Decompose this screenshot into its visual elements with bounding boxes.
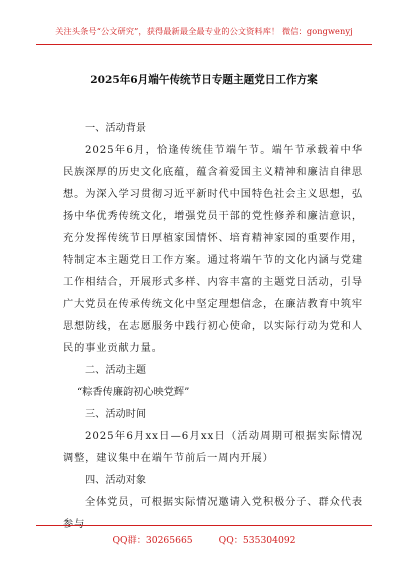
section-heading-time: 三、活动时间	[85, 409, 147, 420]
section-heading-background: 一、活动背景	[85, 123, 147, 134]
activity-theme: “粽香传廉韵初心映党辉”	[77, 387, 190, 398]
footer-contact	[0, 532, 408, 546]
background-paragraph: 2025年6月，恰逢传统佳节端午节。端午节承载着中华民族深厚的历史文化底蕴，蕴含着爱国主义精神和廉洁自律思想。为深入学习贯彻习近平新时代中国特色社会主义思想，弘扬中华优秀传统文化，增强党员干部的党性修养和廉洁意识，充分发挥传统节日厚植家国情怀、培育精神家园的重要作用，特制定本主题党日工作方案。通过将端午节的文化内涵与党建工作相结合，开展形式多样、内容丰富的主题党日活动，引导广大党员在传承传统文化中坚定理想信念，在廉洁教育中筑牢思想防线，在志愿服务中践行初心使命，以实际行动为党和人民的事业贡献力量。	[63, 145, 363, 354]
document-body	[63, 118, 363, 536]
header-divider	[36, 44, 372, 45]
qq-group-number: QQ群：30265665	[112, 535, 193, 546]
document-title: 2025年6月端午传统节日专题主题党日工作方案	[90, 74, 318, 86]
participants-paragraph: 全体党员，可根据实际情况邀请入党积极分子、群众代表参与	[63, 497, 363, 530]
section-heading-theme: 二、活动主题	[85, 365, 147, 376]
top-banner: 关注头条号“公文研究”，获得最新最全最专业的公文资料库！ 微信：gongwenyj	[55, 26, 353, 36]
section-heading-participants: 四、活动对象	[85, 475, 147, 486]
footer-divider	[36, 525, 372, 526]
qq-number: QQ：535304092	[218, 535, 296, 546]
time-paragraph: 2025年6月xx日—6月xx日（活动周期可根据实际情况调整，建议集中在端午节前后一周内开展）	[63, 431, 363, 464]
